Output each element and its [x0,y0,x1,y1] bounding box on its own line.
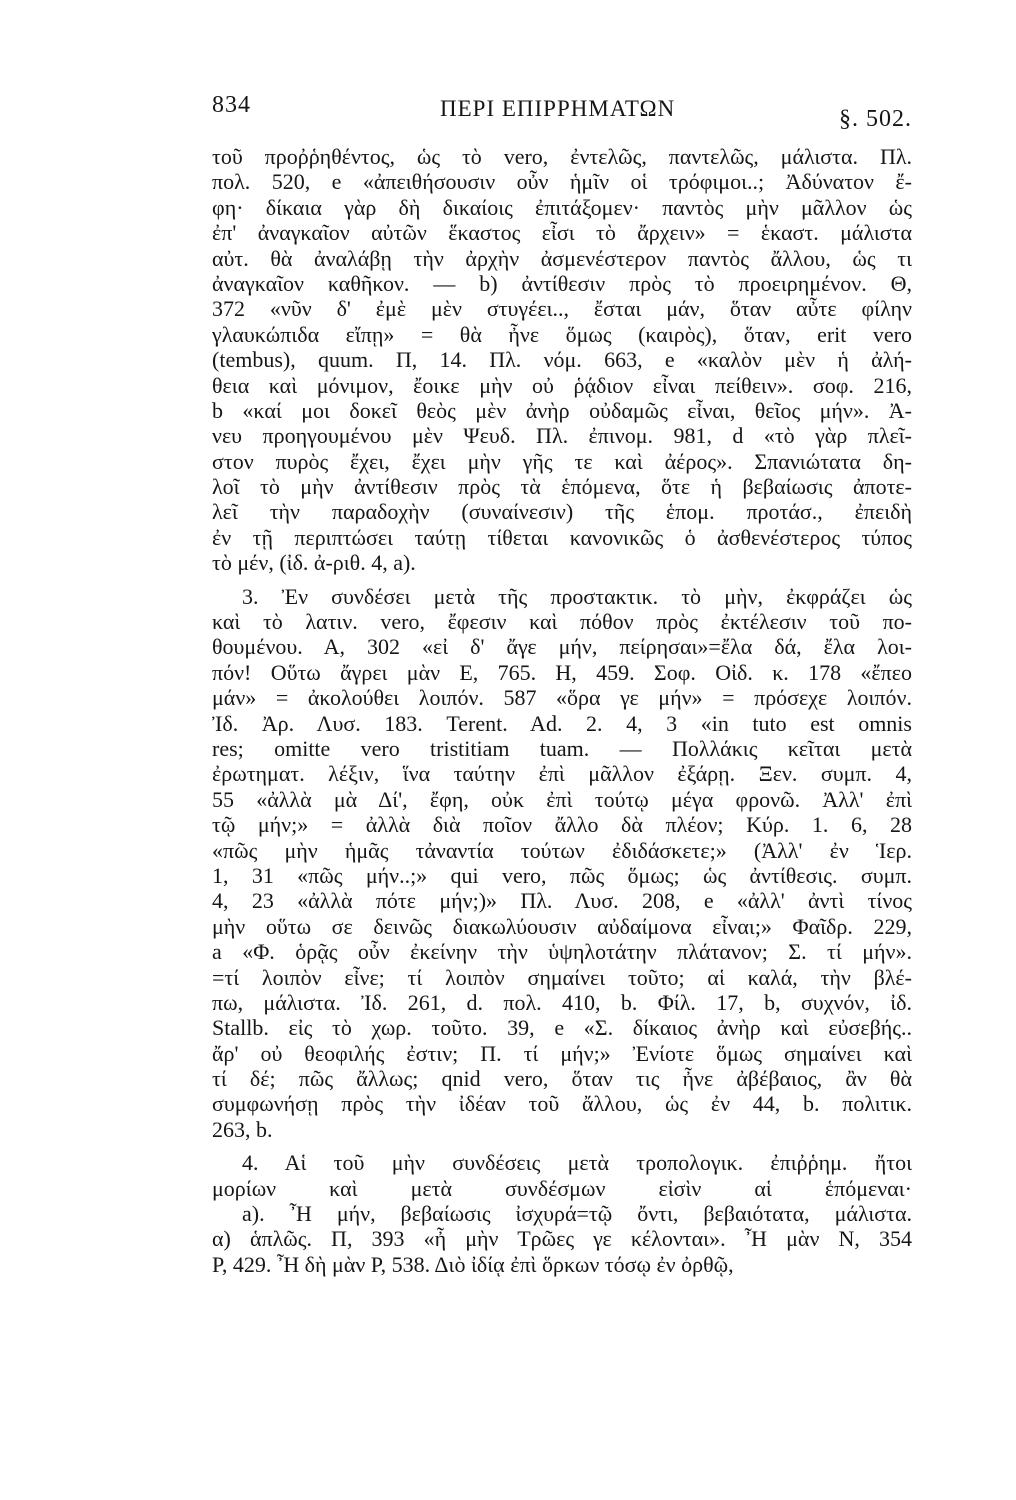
text-line: τί δέ; πῶς ἄλλως; qnid vero, ὅταν τις ἦνε ἀβέβαιος, ἂν θὰ [212,1066,912,1092]
text-line: 263, b. [212,1116,273,1142]
text-line: «πῶς μὴν ἡμᾶς τἀναντία τούτων ἐδιδάσκετε;» (Ἀλλ' ἐν Ἱερ. [212,837,912,863]
text-line: b «καί μοι δοκεῖ θεὸς μὲν ἀνὴρ οὐδαμῶς εἶναι, θεῖος μήν». Ἀ- [212,397,912,423]
text-line: 4. Αἱ τοῦ μὴν συνδέσεις μετὰ τροπολογικ. ἐπιῤῥημ. ἤτοι [242,1150,912,1176]
text-line: a). Ἦ μήν, βεβαίωσις ἰσχυρά=τῷ ὄντι, βεβαιότατα, μάλιστα. [242,1201,912,1227]
paragraph-gap [212,576,912,584]
text-line: 4, 23 «ἀλλὰ πότε μήν;)» Πλ. Λυσ. 208, e «ἀλλ' ἀντὶ τίνος [212,888,912,914]
text-line: τὸ μέν, (ἰδ. ἀ-ριθ. 4, a). [212,550,416,576]
text-line: 3. Ἐν συνδέσει μετὰ τῆς προστακτικ. τὸ μὴν, ἐκφράζει ὡς [242,583,912,609]
text-line: λεῖ τὴν παραδοχὴν (συναίνεσιν) τῆς ἑπομ. προτάσ., ἐπειδὴ [212,499,912,525]
text-line: ἄρ' οὐ θεοφιλής ἐστιν; Π. τί μήν;» Ἐνίοτε ὅμως σημαίνει καὶ [212,1040,912,1066]
text-line: Ρ, 429. Ἦ δὴ μὰν Ρ, 538. Διὸ ἰδίᾳ ἐπὶ ὅρκων τόσῳ ἐν ὀρθῷ, [212,1251,734,1277]
text-line: αὐτ. θὰ ἀναλάβῃ τὴν ἀρχὴν ἀσμενέστερον παντὸς ἄλλου, ὡς τι [212,245,912,271]
text-line: a «Φ. ὁρᾷς οὖν ἐκείνην τὴν ὑψηλοτάτην πλάτανον; Σ. τί μήν». [212,939,912,965]
text-line: ἐπ' ἀναγκαῖον αὐτῶν ἕκαστος εἶσι τὸ ἄρχειν» = ἑκαστ. μάλιστα [212,220,912,246]
text-line: 55 «ἀλλὰ μὰ Δί', ἔφη, οὐκ ἐπὶ τούτῳ μέγα φρονῶ. Ἀλλ' ἐπὶ [212,786,912,812]
text-line: Ἰδ. Ἀρ. Λυσ. 183. Terent. Ad. 2. 4, 3 «in tuto est omnis [212,710,912,736]
text-line: γλαυκώπιδα εἴπῃ» = θὰ ἦνε ὅμως (καιρὸς), ὅταν, erit vero [212,321,912,347]
text-line: συμφωνήσῃ πρὸς τὴν ἰδέαν τοῦ ἄλλου, ὡς ἐν 44, b. πολιτικ. [212,1091,912,1117]
text-line: θεια καὶ μόνιμον, ἔοικε μὴν οὐ ῥᾴδιον εἶναι πείθειν». σοφ. 216, [212,372,912,398]
text-line: λοῖ τὸ μὴν ἀντίθεσιν πρὸς τὰ ἑπόμενα, ὅτε ἡ βεβαίωσις ἀποτε- [212,474,912,500]
text-line: 372 «νῦν δ' ἐμὲ μὲν στυγέει.., ἔσται μάν, ὅταν αὖτε φίλην [212,296,912,322]
page-header [212,92,912,144]
text-line: πω, μάλιστα. Ἰδ. 261, d. πολ. 410, b. Φίλ. 17, b, συχνόν, ἰδ. [212,989,912,1015]
text-line: νευ προηγουμένου μὲν Ψευδ. Πλ. ἐπινομ. 981, d «τὸ γὰρ πλεῖ- [212,423,912,449]
paragraph [212,584,912,1143]
text-line: =τί λοιπὸν εἶνε; τί λοιπὸν σημαίνει τοῦτο; αἱ καλά, τὴν βλέ- [212,964,912,990]
text-line: θουμένου. Α, 302 «εἰ δ' ἄγε μήν, πείρησαι»=ἔλα δά, ἔλα λοι- [212,634,912,660]
text-line: (tembus), quum. Π, 14. Πλ. νόμ. 663, e «καλὸν μὲν ἡ ἀλή- [212,347,912,373]
page-number: 834 [212,92,251,118]
text-line: στον πυρὸς ἔχει, ἔχει μὴν γῆς τε καὶ ἀέρος». Σπανιώτατα δη- [212,448,912,474]
body-text [212,144,912,1277]
text-line: πολ. 520, e «ἀπειθήσουσιν οὖν ἡμῖν οἱ τρόφιμοι..; Ἀδύνατον ἔ- [212,169,912,195]
text-line: καὶ τὸ λατιν. vero, ἔφεσιν καὶ πόθον πρὸς ἐκτέλεσιν τοῦ πο- [212,609,912,635]
text-line: ἀναγκαῖον καθῆκον. — b) ἀντίθεσιν πρὸς τὸ προειρημένον. Θ, [212,270,912,296]
text-line: 1, 31 «πῶς μήν..;» qui vero, πῶς ὅμως; ὡς ἀντίθεσις. συμπ. [212,862,912,888]
paragraph [212,144,912,576]
text-line: τοῦ προῤῥηθέντος, ὡς τὸ vero, ἐντελῶς, παντελῶς, μάλιστα. Πλ. [212,144,912,169]
text-line: φη· δίκαια γὰρ δὴ δικαίοις ἐπιτάξομεν· παντὸς μὴν μᾶλλον ὡς [212,194,912,220]
book-page [212,92,912,1432]
text-line: Stallb. εἰς τὸ χωρ. τοῦτο. 39, e «Σ. δίκαιος ἀνὴρ καὶ εὐσεβής.. [212,1015,912,1041]
text-line: res; omitte vero tristitiam tuam. — Πολλάκις κεῖται μετὰ [212,735,912,761]
text-line: ἐν τῇ περιπτώσει ταύτῃ τίθεται κανονικῶς ὁ ἀσθενέστερος τύπος [212,524,912,550]
text-line: μάν» = ἀκολούθει λοιπόν. 587 «ὅρα γε μήν» = πρόσεχε λοιπόν. [212,685,912,711]
text-line: τῷ μήν;» = ἀλλὰ διὰ ποῖον ἄλλο δὰ πλέον; Κύρ. 1. 6, 28 [212,812,912,838]
paragraph-gap [212,1142,912,1150]
text-line: ἐρωτηματ. λέξιν, ἵνα ταύτην ἐπὶ μᾶλλον ἐξάρῃ. Ξεν. συμπ. 4, [212,761,912,787]
paragraph [212,1150,912,1277]
running-title: ΠΕΡΙ ΕΠΙΡΡΗΜΑΤΩΝ [440,96,676,121]
text-line: μορίων καὶ μετὰ συνδέσμων εἰσὶν αἱ ἑπόμεναι· [212,1175,912,1201]
text-line: μὴν οὕτω σε δεινῶς διακωλύουσιν αὐδαίμονα εἶναι;» Φαῖδρ. 229, [212,913,912,939]
text-line: πόν! Οὕτω ἄγρει μὰν Ε, 765. Η, 459. Σοφ. Οἰδ. κ. 178 «ἔπεο [212,659,912,685]
text-line: α) ἁπλῶς. Π, 393 «ἦ μὴν Τρῶες γε κέλονται». Ἦ μὰν Ν, 354 [212,1226,912,1252]
section-number: §. 502. [839,106,912,132]
